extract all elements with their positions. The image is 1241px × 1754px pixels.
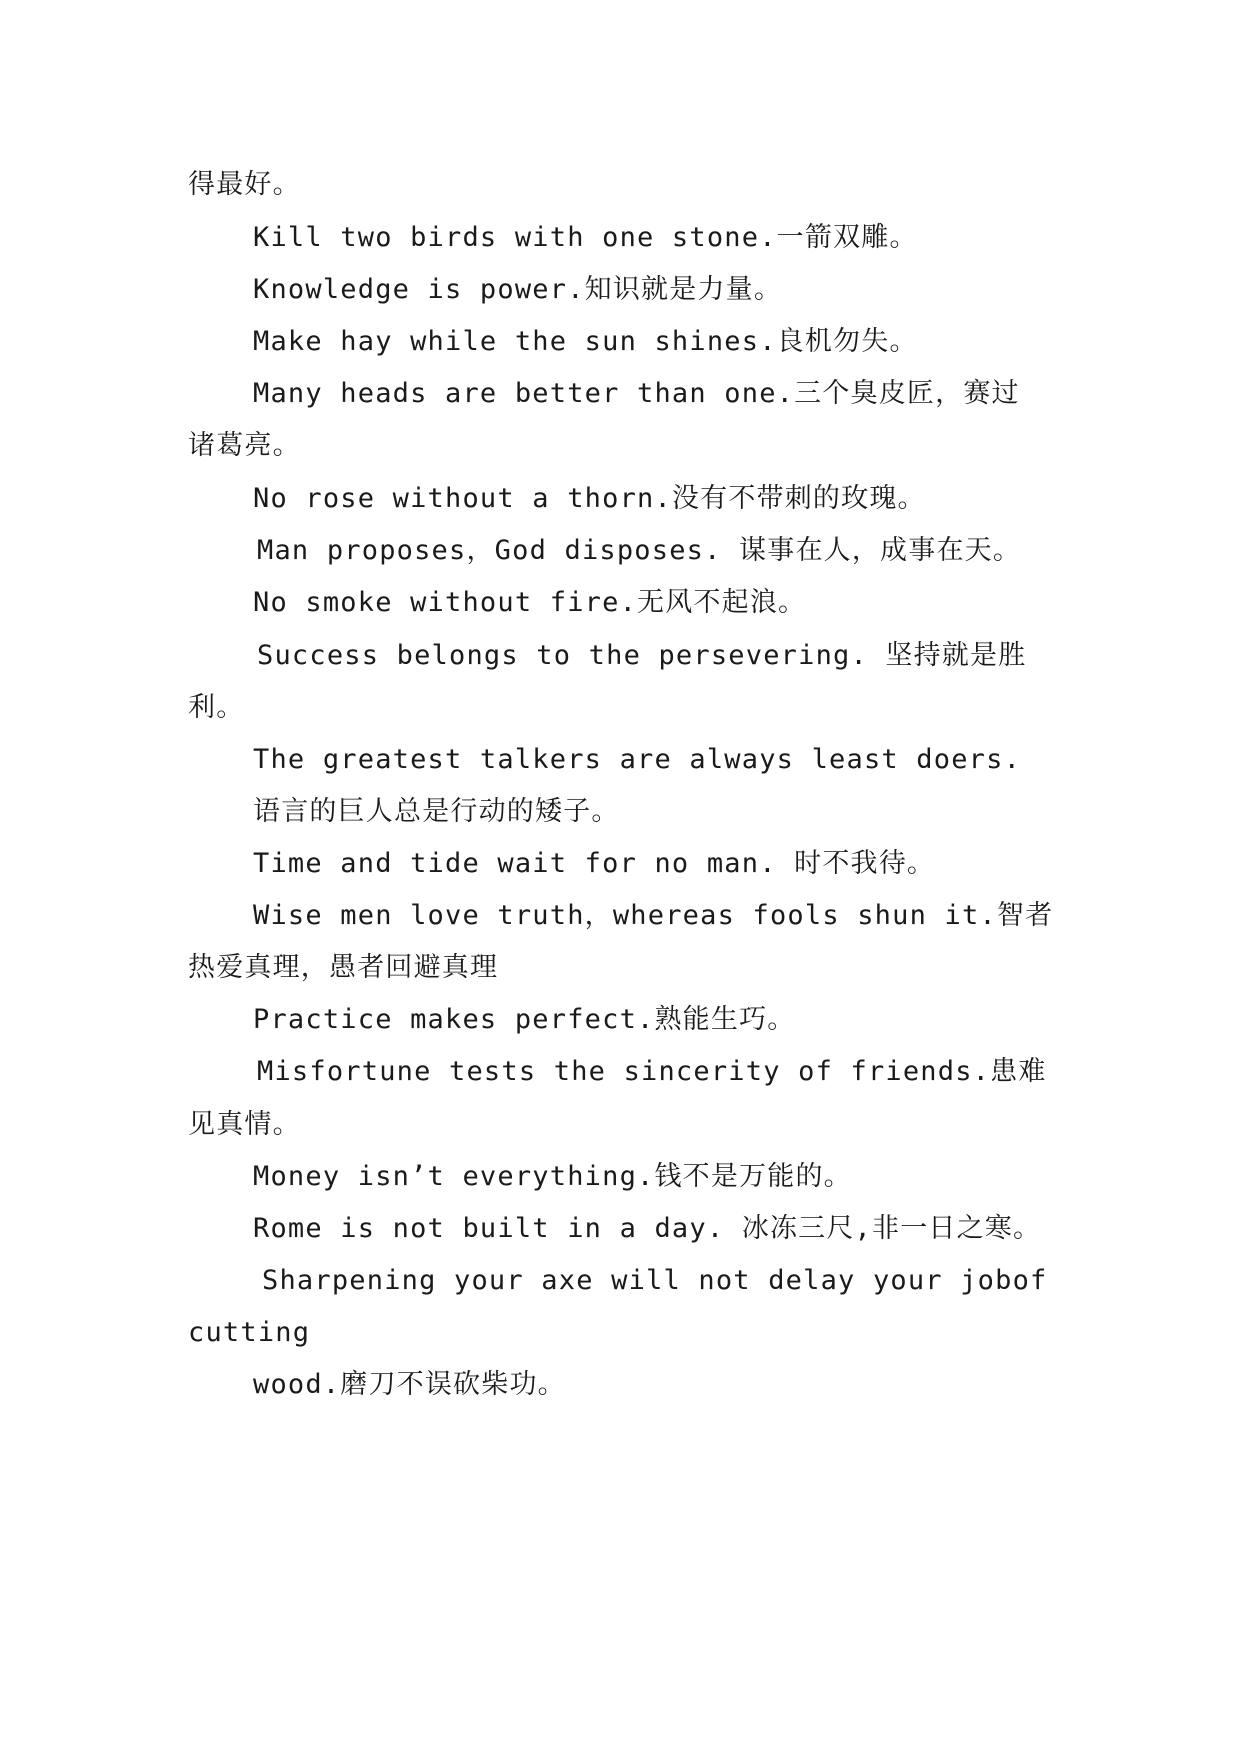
proverb-no-smoke: No smoke without fire.无风不起浪。 bbox=[253, 587, 807, 618]
proverb-kill-two-birds: Kill two birds with one stone.一箭双雕。 bbox=[253, 222, 918, 253]
proverb-practice-makes-perfect: Practice makes perfect.熟能生巧。 bbox=[253, 1004, 796, 1035]
text-line-de-zui-hao: 得最好。 bbox=[188, 169, 301, 200]
proverb-greatest-talkers: The greatest talkers are always least doers. bbox=[253, 744, 1022, 775]
proverb-sharpening-continued: cutting bbox=[188, 1317, 311, 1348]
proverb-misfortune-continued: 见真情。 bbox=[188, 1109, 301, 1140]
proverb-sharpening-end: wood.磨刀不误砍柴功。 bbox=[253, 1369, 566, 1400]
proverb-make-hay: Make hay while the sun shines.良机勿失。 bbox=[253, 326, 918, 357]
proverb-rome-not-built: Rome is not built in a day. 冰冻三尺,非一日之寒。 bbox=[253, 1213, 1042, 1244]
proverb-no-rose: No rose without a thorn.没有不带刺的玫瑰。 bbox=[253, 483, 926, 514]
proverb-success-continued: 利。 bbox=[188, 692, 245, 723]
proverb-many-heads-continued: 诸葛亮。 bbox=[188, 430, 301, 461]
proverb-greatest-talkers-translation: 语言的巨人总是行动的矮子。 bbox=[253, 796, 620, 827]
proverb-money-isnt-everything: Money isn’t everything.钱不是万能的。 bbox=[253, 1161, 852, 1192]
proverb-success-belongs: Success belongs to the persevering. 坚持就是胜 bbox=[257, 640, 1027, 671]
proverb-knowledge-is-power: Knowledge is power.知识就是力量。 bbox=[253, 274, 783, 305]
proverb-time-and-tide: Time and tide wait for no man. 时不我待。 bbox=[253, 848, 936, 879]
proverb-many-heads: Many heads are better than one.三个臭皮匠，赛过 bbox=[253, 378, 1020, 409]
proverb-wise-men-continued: 热爱真理，愚者回避真理 bbox=[188, 952, 499, 983]
proverb-misfortune-tests: Misfortune tests the sincerity of friends.患难 bbox=[257, 1056, 1047, 1087]
proverb-man-proposes: Man proposes，God disposes. 谋事在人，成事在天。 bbox=[257, 535, 1022, 566]
proverb-sharpening-axe: Sharpening your axe will not delay your jobof bbox=[262, 1265, 1048, 1296]
proverb-wise-men: Wise men love truth，whereas fools shun it.智者 bbox=[253, 900, 1054, 931]
